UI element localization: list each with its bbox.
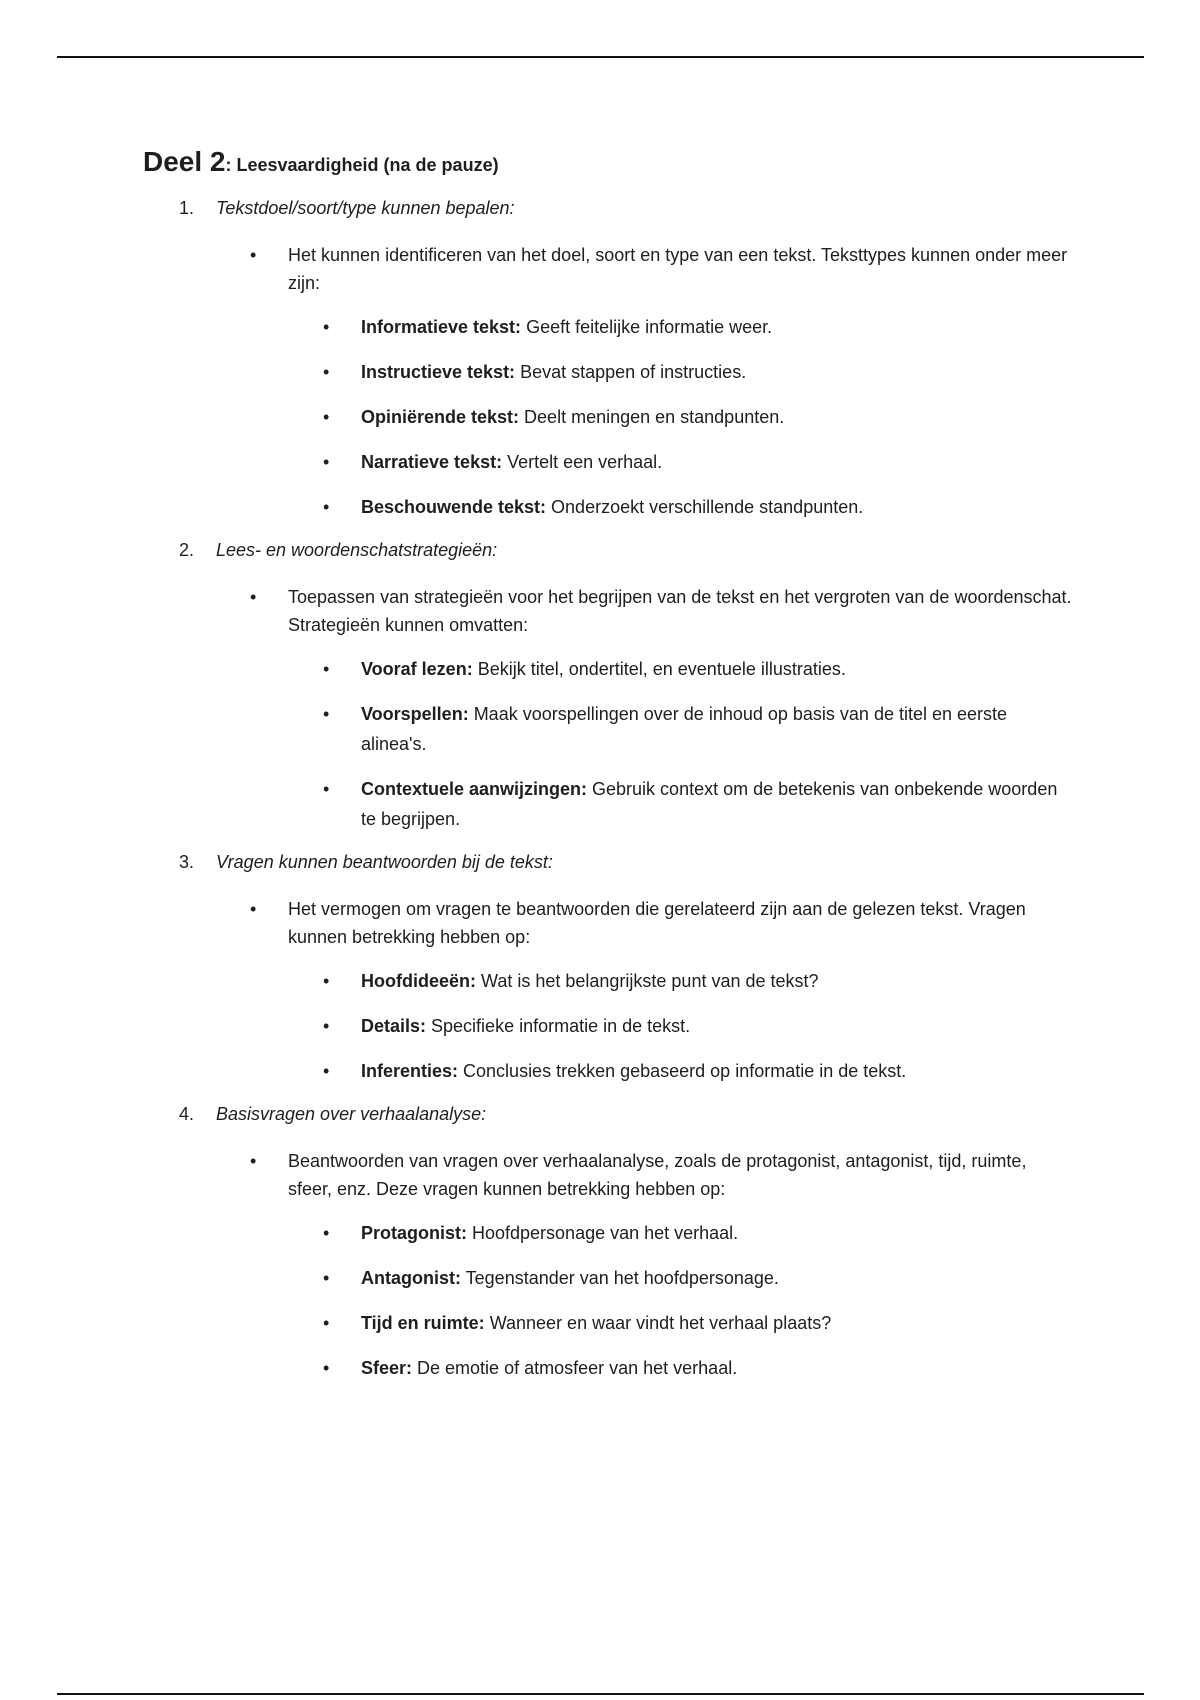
section-title-text: Vragen kunnen beantwoorden bij de tekst:: [216, 852, 553, 872]
bottom-rule: [57, 1693, 1144, 1695]
bullet-icon: •: [323, 1223, 330, 1243]
section-2: [143, 537, 1073, 834]
item-text: De emotie of atmosfeer van het verhaal.: [412, 1358, 738, 1378]
section-intro-text: Toepassen van strategieën voor het begrijpen van de tekst en het vergroten van de woordenschat. Strategieën kunnen omvatten:: [288, 587, 1072, 635]
bullet-icon: •: [323, 971, 330, 991]
section-title: [143, 195, 1073, 221]
bullet-icon: •: [323, 1016, 330, 1036]
bullet-icon: •: [323, 1358, 330, 1378]
item-text: Tegenstander van het hoofdpersonage.: [460, 1268, 779, 1288]
list-item: [143, 1263, 1073, 1293]
item-text: Wanneer en waar vindt het verhaal plaats?: [484, 1313, 832, 1333]
heading-part: Deel 2: [143, 146, 226, 177]
list-item: [143, 966, 1073, 996]
item-text: Hoofdpersonage van het verhaal.: [467, 1223, 739, 1243]
list-item: [143, 357, 1073, 387]
bullet-icon: •: [323, 1061, 330, 1081]
item-text: Gebruik context om de betekenis van onbekende woorden te begrijpen.: [361, 779, 1058, 829]
bullet-icon: •: [323, 779, 330, 799]
bullet-icon: •: [323, 407, 330, 427]
section-number: 3.: [179, 852, 195, 872]
sections-list: [143, 195, 1073, 1383]
item-text: Geeft feitelijke informatie weer.: [521, 317, 773, 337]
document-body: [143, 146, 1073, 1398]
section-title-text: Basisvragen over verhaalanalyse:: [216, 1104, 487, 1124]
heading-rest: : Leesvaardigheid (na de pauze): [225, 155, 499, 175]
list-item: [143, 1056, 1073, 1086]
section-intro: [143, 583, 1073, 639]
item-term: Sfeer:: [361, 1358, 413, 1378]
list-item: [143, 654, 1073, 684]
section-intro-text: Het vermogen om vragen te beantwoorden die gerelateerd zijn aan de gelezen tekst. Vragen kunnen betrekking hebben op:: [288, 899, 1026, 947]
item-term: Antagonist:: [361, 1268, 461, 1288]
item-term: Narratieve tekst:: [361, 452, 503, 472]
item-text: Conclusies trekken gebaseerd op informatie in de tekst.: [458, 1061, 907, 1081]
section-title-text: Tekstdoel/soort/type kunnen bepalen:: [216, 198, 515, 218]
list-item: [143, 1353, 1073, 1383]
list-item: [143, 699, 1073, 759]
item-term: Beschouwende tekst:: [361, 497, 547, 517]
item-text: Onderzoekt verschillende standpunten.: [546, 497, 864, 517]
item-text: Bevat stappen of instructies.: [515, 362, 747, 382]
bullet-icon: •: [250, 245, 257, 265]
section-number: 2.: [179, 540, 195, 560]
list-item: [143, 492, 1073, 522]
item-term: Details:: [361, 1016, 427, 1036]
page-heading: [143, 146, 1073, 178]
bullet-icon: •: [323, 497, 330, 517]
item-term: Contextuele aanwijzingen:: [361, 779, 588, 799]
section-1: [143, 195, 1073, 522]
section-number: 1.: [179, 198, 195, 218]
item-text: Deelt meningen en standpunten.: [519, 407, 785, 427]
list-item: [143, 1218, 1073, 1248]
section-number: 4.: [179, 1104, 195, 1124]
item-term: Informatieve tekst:: [361, 317, 522, 337]
bullet-icon: •: [323, 659, 330, 679]
item-text: Wat is het belangrijkste punt van de tekst?: [476, 971, 819, 991]
item-term: Vooraf lezen:: [361, 659, 473, 679]
item-term: Protagonist:: [361, 1223, 467, 1243]
item-text: Maak voorspellingen over de inhoud op basis van de titel en eerste alinea's.: [361, 704, 1008, 754]
bullet-icon: •: [323, 1313, 330, 1333]
section-title: [143, 537, 1073, 563]
item-text: Bekijk titel, ondertitel, en eventuele illustraties.: [472, 659, 846, 679]
section-title: [143, 1101, 1073, 1127]
bullet-icon: •: [250, 587, 257, 607]
list-item: [143, 447, 1073, 477]
item-term: Instructieve tekst:: [361, 362, 516, 382]
list-item: [143, 1308, 1073, 1338]
item-text: Vertelt een verhaal.: [502, 452, 663, 472]
list-item: [143, 312, 1073, 342]
item-term: Inferenties:: [361, 1061, 459, 1081]
bullet-icon: •: [323, 452, 330, 472]
top-rule: [57, 56, 1144, 58]
bullet-icon: •: [323, 704, 330, 724]
bullet-icon: •: [250, 1151, 257, 1171]
item-term: Tijd en ruimte:: [361, 1313, 485, 1333]
section-intro: [143, 1147, 1073, 1203]
section-3: [143, 849, 1073, 1086]
section-intro-text: Beantwoorden van vragen over verhaalanalyse, zoals de protagonist, antagonist, tijd, ruimte, sfeer, enz. Deze vragen kunnen betrekking hebben op:: [288, 1151, 1027, 1199]
item-term: Voorspellen:: [361, 704, 469, 724]
item-text: Specifieke informatie in de tekst.: [426, 1016, 691, 1036]
list-item: [143, 402, 1073, 432]
item-term: Hoofdideeën:: [361, 971, 476, 991]
section-intro: [143, 241, 1073, 297]
bullet-icon: •: [323, 362, 330, 382]
list-item: [143, 774, 1073, 834]
item-term: Opiniërende tekst:: [361, 407, 520, 427]
section-intro: [143, 895, 1073, 951]
list-item: [143, 1011, 1073, 1041]
section-4: [143, 1101, 1073, 1383]
section-intro-text: Het kunnen identificeren van het doel, soort en type van een tekst. Teksttypes kunnen onder meer zijn:: [288, 245, 1068, 293]
bullet-icon: •: [323, 1268, 330, 1288]
bullet-icon: •: [250, 899, 257, 919]
bullet-icon: •: [323, 317, 330, 337]
section-title: [143, 849, 1073, 875]
section-title-text: Lees- en woordenschatstrategieën:: [216, 540, 498, 560]
